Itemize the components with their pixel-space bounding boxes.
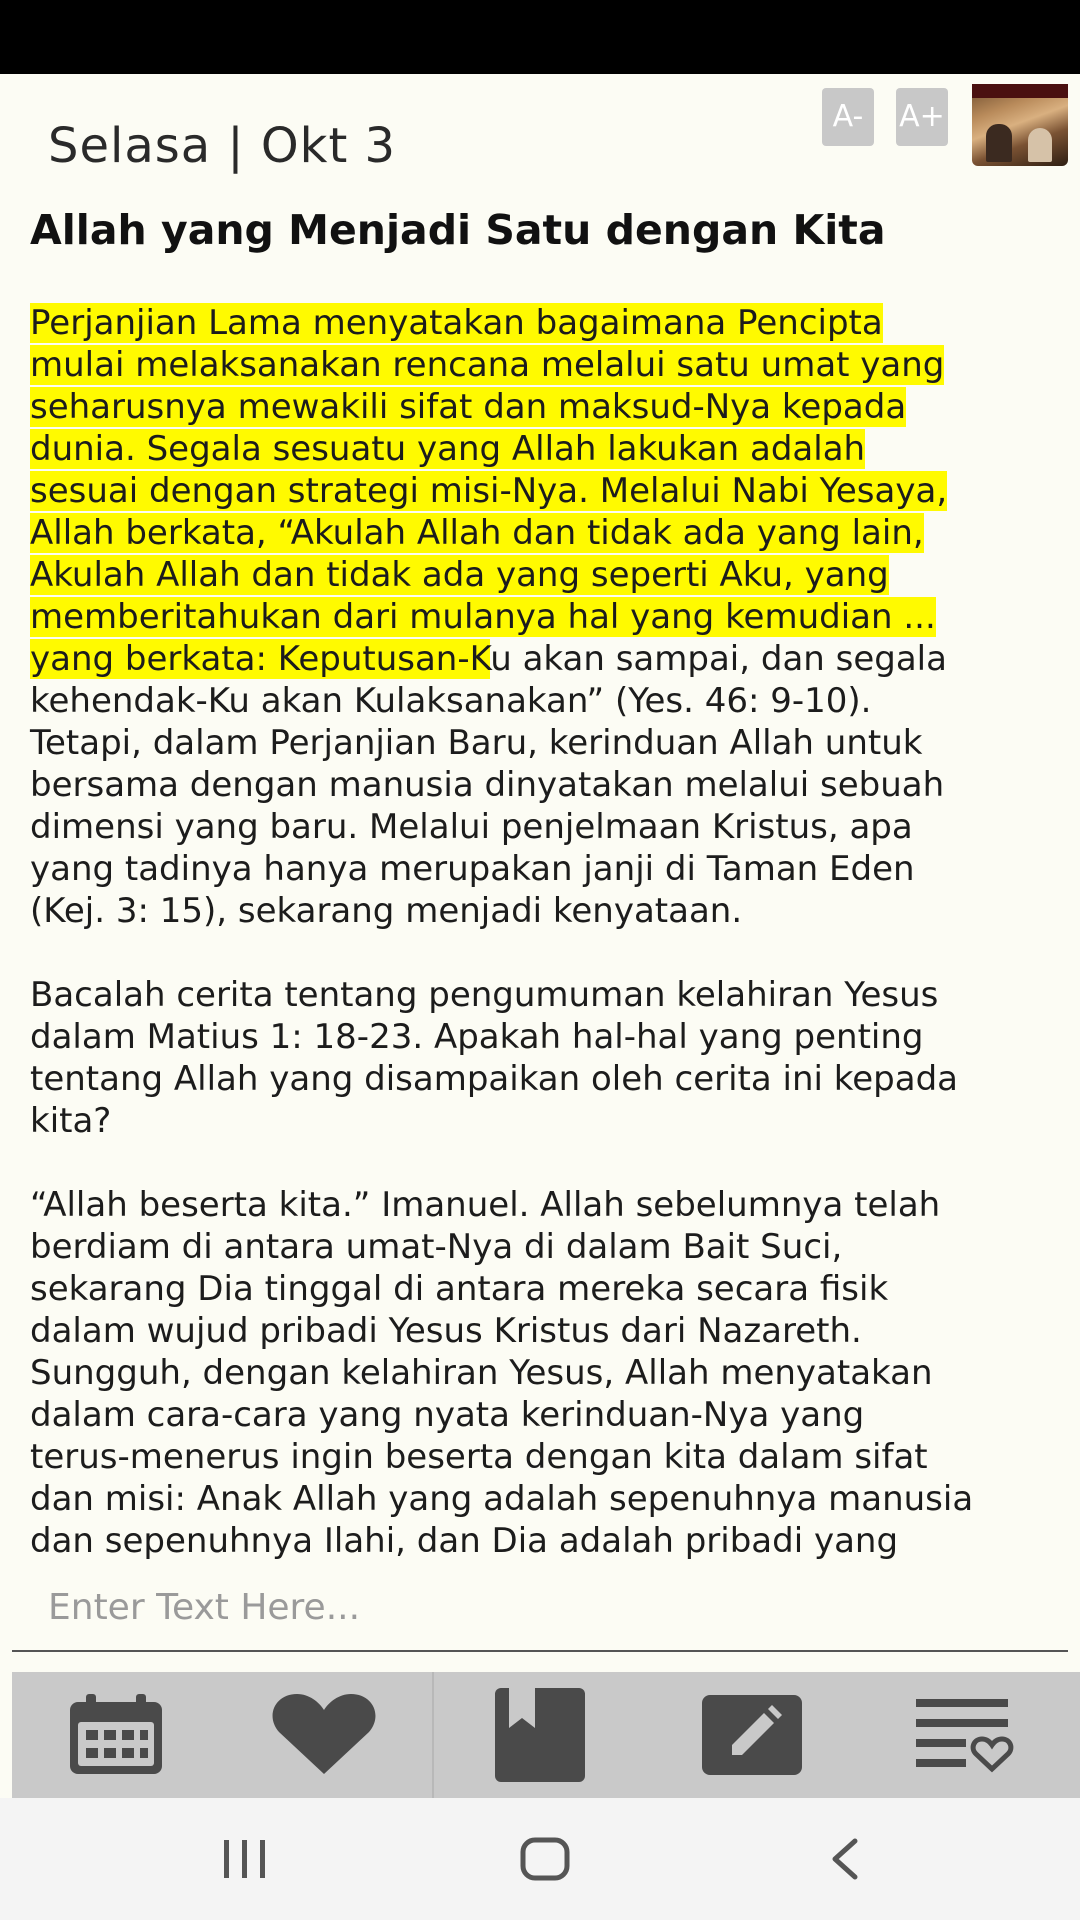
nav-bookmark[interactable] bbox=[440, 1672, 640, 1798]
nav-favorites-list[interactable] bbox=[864, 1672, 1064, 1798]
reading-text bbox=[30, 302, 1050, 1561]
highlighted-text: Perjanjian Lama menyatakan bagaimana Pencipta mulai melaksanakan rencana melalui satu umat yang seharusnya mewakili sifat dan maksud-Nya kepada dunia. Segala sesuatu yang Allah lakukan adalah sesuai dengan strategi misi-Nya. Melalui Nabi Yesaya, Allah berkata, “Akulah Allah dan tidak ada yang lain, Akulah Allah dan tidak ada yang seperti Aku, yang memberitahukan dari mulanya hal yang kemudian ... yang berkata: Keputusan-K bbox=[30, 303, 948, 679]
favorites-list-icon bbox=[916, 1699, 1012, 1771]
back-button[interactable] bbox=[800, 1798, 890, 1920]
lesson-title: Allah yang Menjadi Satu dengan Kita bbox=[30, 206, 886, 254]
recent-apps-button[interactable] bbox=[200, 1798, 290, 1920]
home-icon bbox=[520, 1837, 570, 1881]
home-button[interactable] bbox=[500, 1798, 590, 1920]
nav-divider bbox=[432, 1672, 434, 1798]
nav-notes[interactable] bbox=[652, 1672, 852, 1798]
nav-calendar[interactable] bbox=[16, 1672, 216, 1798]
paragraph: “Allah beserta kita.” Imanuel. Allah sebelumnya telah berdiam di antara umat-Nya di dalam Bait Suci, sekarang Dia tinggal di antara mereka secara fisik dalam wujud pribadi Yesus Kristus dari Nazareth. Sungguh, dengan kelahiran Yesus, Allah menyatakan dalam cara-cara yang nyata kerinduan-Nya yang terus-menerus ingin beserta dengan kita dalam sifat dan misi: Anak Allah yang adalah sepenuhnya manusia dan sepenuhnya Ilahi, dan Dia adalah pribadi yang bbox=[30, 1185, 974, 1561]
cover-figure bbox=[1028, 128, 1052, 162]
paragraph-text: u akan sampai, dan segala kehendak-Ku akan Kulaksanakan” (Yes. 46: 9-10). Tetapi, dalam Perjanjian Baru, kerinduan Allah untuk bersama dengan manusia dinyatakan melalui sebuah dimensi yang baru. Melalui penjelmaan Kristus, apa yang tadinya hanya merupakan janji di Taman Eden (Kej. 3: 15), sekarang menjadi kenyataan. bbox=[30, 639, 947, 931]
bookmark-icon bbox=[495, 1688, 585, 1782]
nav-favorites[interactable] bbox=[224, 1672, 424, 1798]
paragraph bbox=[30, 302, 1050, 932]
calendar-icon bbox=[68, 1694, 164, 1776]
font-decrease-button[interactable]: A- bbox=[822, 88, 874, 146]
back-icon bbox=[829, 1838, 861, 1880]
note-input[interactable] bbox=[48, 1582, 1028, 1632]
edit-icon bbox=[702, 1695, 802, 1775]
input-underline bbox=[12, 1650, 1068, 1652]
font-increase-button[interactable]: A+ bbox=[896, 88, 948, 146]
system-nav-bar bbox=[0, 1798, 1080, 1920]
cover-band bbox=[972, 84, 1068, 98]
status-bar bbox=[0, 0, 1080, 74]
heart-icon bbox=[271, 1694, 377, 1776]
recent-apps-icon bbox=[222, 1840, 268, 1878]
bottom-nav bbox=[12, 1672, 1080, 1798]
lesson-cover-thumbnail[interactable] bbox=[972, 84, 1068, 166]
paragraph: Bacalah cerita tentang pengumuman kelahiran Yesus dalam Matius 1: 18-23. Apakah hal-hal yang penting tentang Allah yang disampaikan oleh cerita ini kepada kita? bbox=[30, 975, 958, 1141]
cover-figure bbox=[986, 124, 1012, 162]
page-date: Selasa | Okt 3 bbox=[48, 118, 397, 174]
